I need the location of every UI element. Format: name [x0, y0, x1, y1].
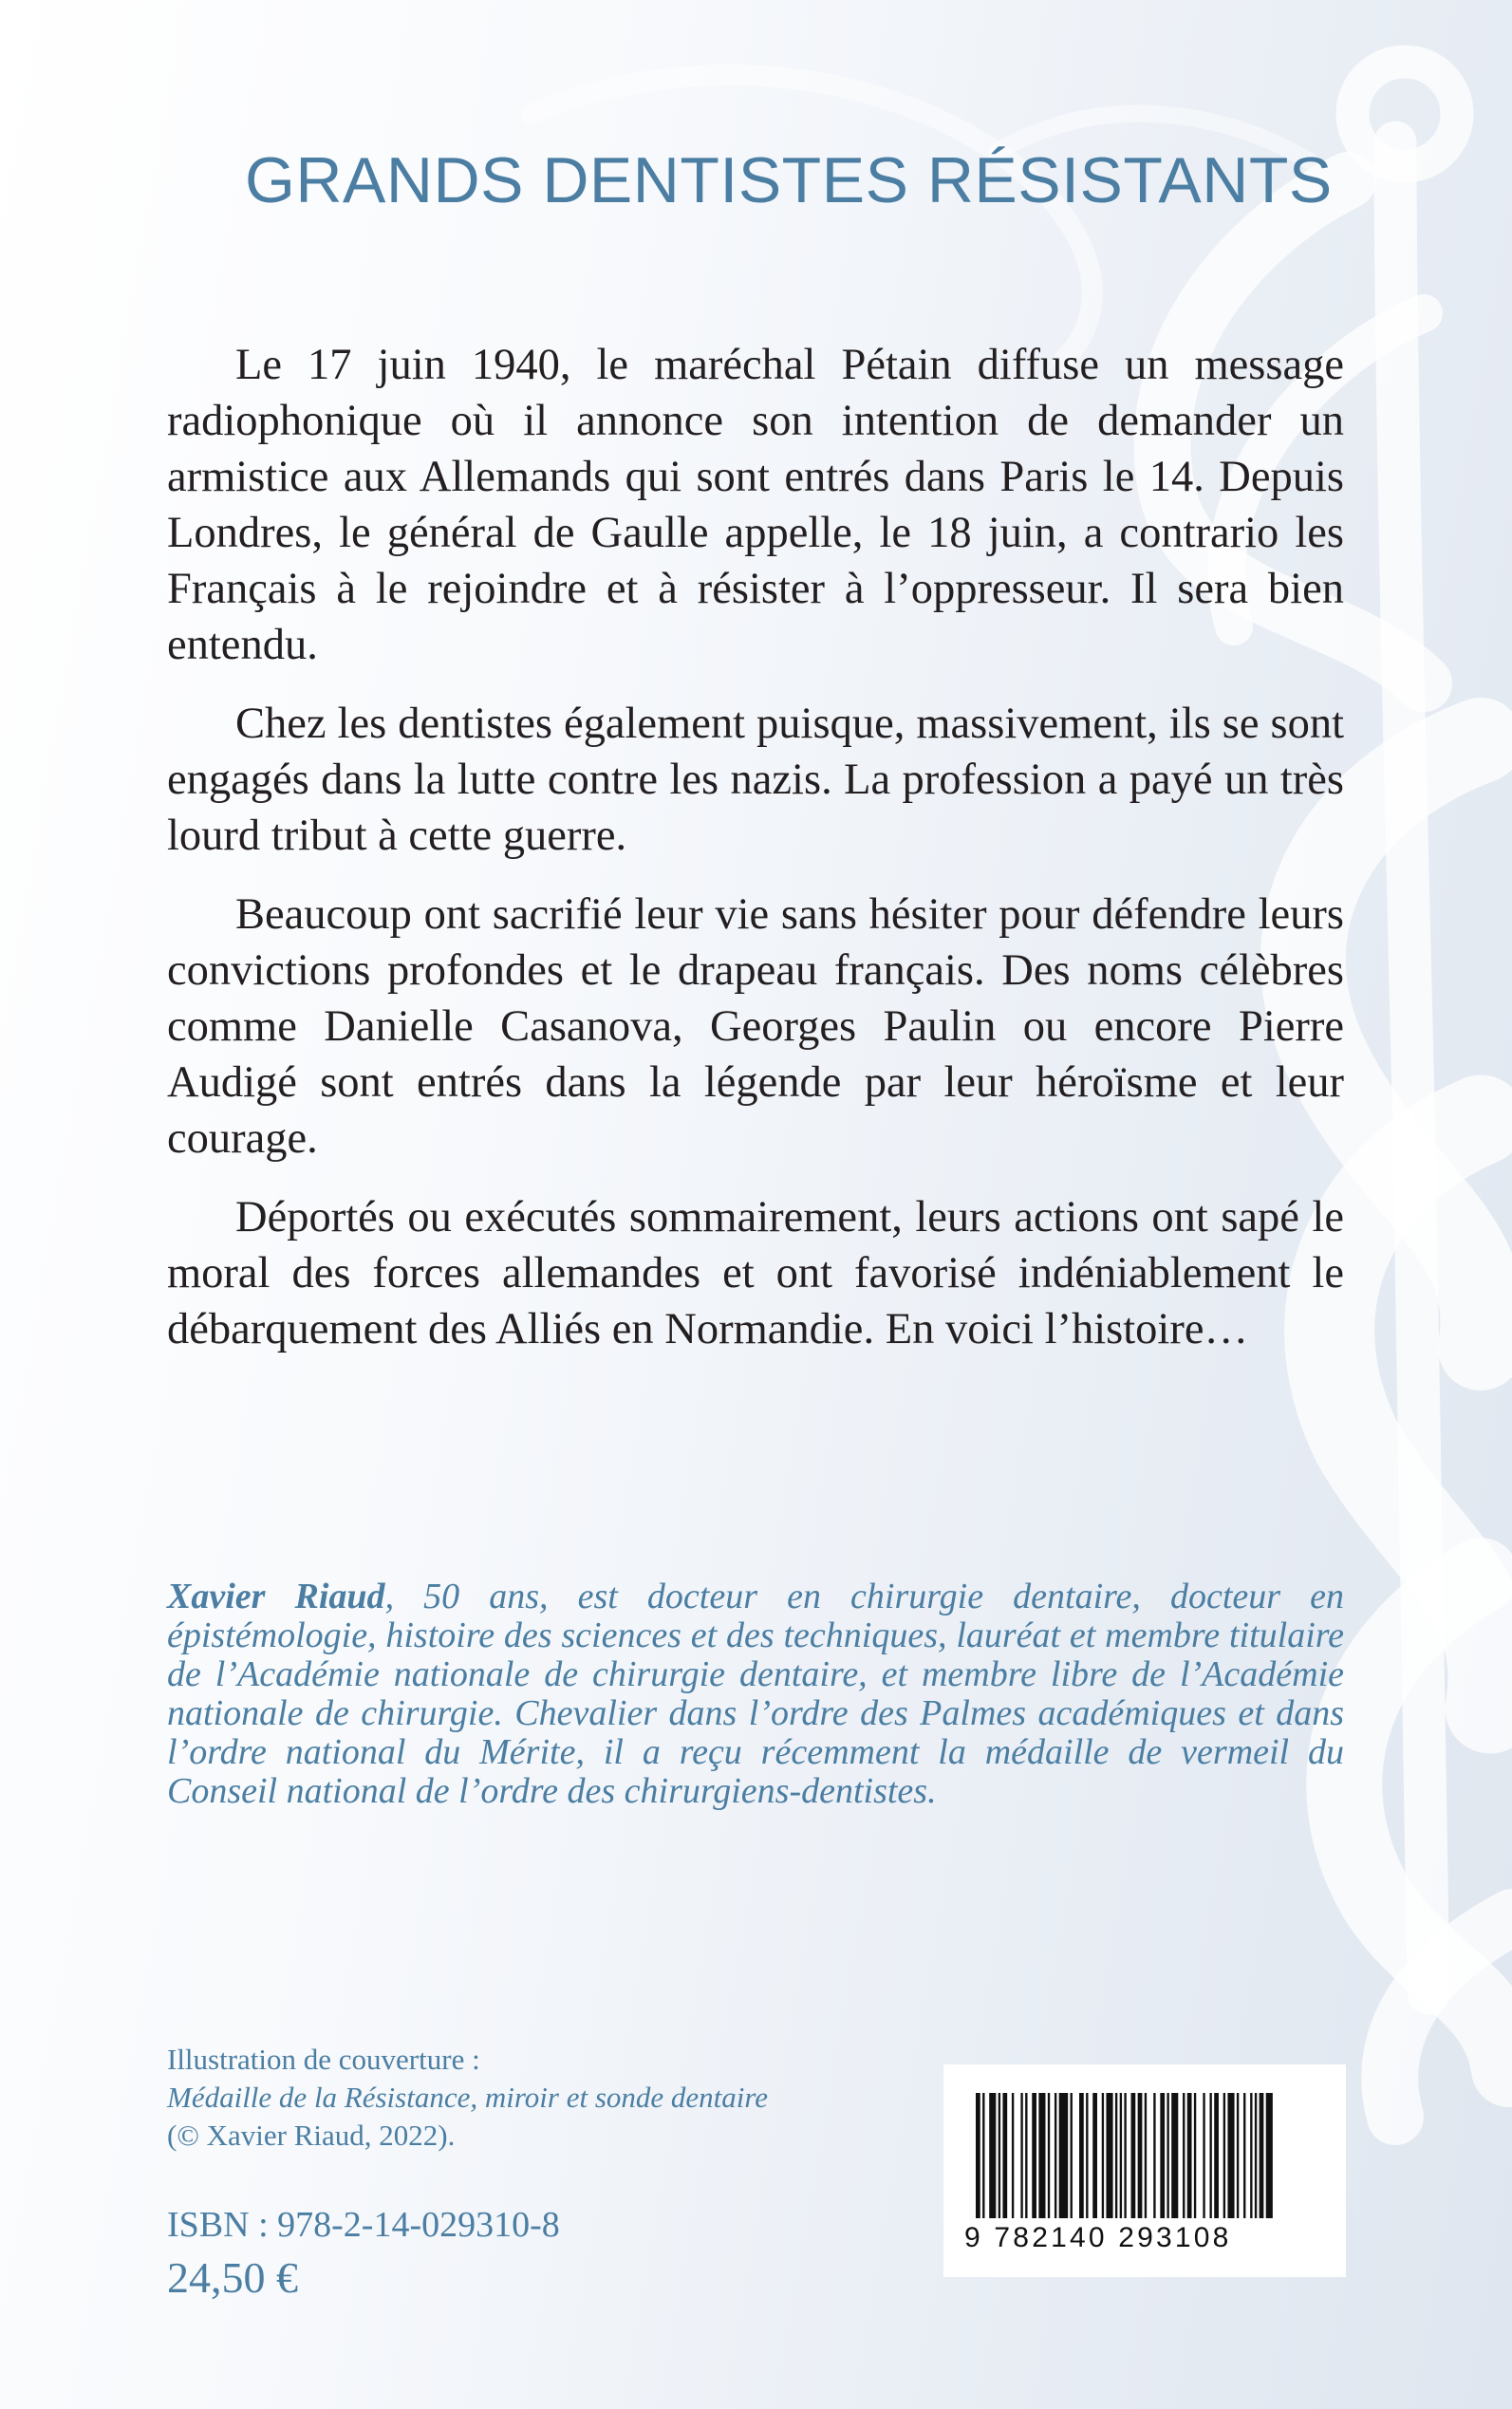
synopsis-paragraph-2: Chez les dentistes également puisque, massivement, ils se sont engagés dans la lutte contre les nazis. La profession a payé un très lourd tribut à cette guerre. — [167, 700, 1344, 860]
barcode-bar — [1102, 2093, 1104, 2218]
barcode-bar — [1092, 2093, 1097, 2218]
price: 24,50 € — [167, 2253, 298, 2302]
barcode-bar — [1187, 2093, 1192, 2218]
credits-copyright: (© Xavier Riaud, 2022). — [167, 2119, 456, 2152]
barcode-bar — [1048, 2093, 1050, 2218]
barcode-bar — [1002, 2093, 1007, 2218]
barcode-bar — [1255, 2093, 1257, 2218]
barcode-bar — [1243, 2093, 1245, 2218]
barcode-bar — [1183, 2093, 1185, 2218]
barcode-bar — [982, 2093, 984, 2218]
author-bio-text: , 50 ans, est docteur en chirurgie dentaire, docteur en épistémologie, histoire des sciences et des techniques, lauréat et membre titulaire de l’Académie nationale de chirurgie dentaire, et membre libre de l’Académie nationale de chirurgie. Chevalier dans l’ordre des Palmes académiques et dans l’ordre national du Mérite, il a reçu récemment la médaille de vermeil du Conseil national de l’ordre des chirurgiens-dentistes. — [167, 1577, 1344, 1811]
synopsis-paragraph-4: Déportés ou exécutés sommairement, leurs actions ont sapé le moral des forces allemandes et ont favorisé indéniablement le débarquement des Alliés en Normandie. En voici l’histoire… — [167, 1193, 1344, 1354]
barcode-bar — [1012, 2093, 1014, 2218]
barcode-bar — [1138, 2093, 1143, 2218]
barcode-bar — [1237, 2093, 1239, 2218]
barcode-bar — [1079, 2093, 1084, 2218]
barcode-bar — [1250, 2093, 1252, 2218]
barcode-bar — [989, 2093, 996, 2218]
author-name: Xavier Riaud — [167, 1577, 385, 1616]
barcode-bar — [1145, 2093, 1147, 2218]
barcode-bar — [1115, 2093, 1117, 2218]
barcode-bar — [1160, 2093, 1165, 2218]
isbn: ISBN : 978-2-14-029310-8 — [167, 2205, 560, 2245]
barcode-bar — [1227, 2093, 1234, 2218]
barcode-bar — [1086, 2093, 1088, 2218]
synopsis-paragraph-1: Le 17 juin 1940, le maréchal Pétain diffuse un message radiophonique où il annonce son intention de demander un armistice aux Allemands qui sont entrés dans Paris le 14. Depuis Londres, le général de Gaulle appelle, le 18 juin, a contrario les Français à le rejoindre et à résister à l’oppresseur. Il sera bien entendu. — [167, 341, 1344, 669]
book-title: GRANDS DENTISTES RÉSISTANTS — [245, 144, 1333, 216]
barcode-bar — [1266, 2093, 1273, 2218]
barcode-bar — [1194, 2093, 1196, 2218]
barcode-bar — [1020, 2093, 1022, 2218]
credits-work: Médaille de la Résistance, miroir et sonde dentaire — [167, 2081, 769, 2114]
barcode-digits: 9 782140 293108 — [964, 2222, 1232, 2253]
barcode-bar — [1260, 2093, 1264, 2218]
credits-label: Illustration de couverture : — [167, 2043, 480, 2076]
barcode-bar — [1223, 2093, 1225, 2218]
barcode-bar — [1171, 2093, 1178, 2218]
barcode-bar — [1059, 2093, 1068, 2218]
barcode-bar — [1032, 2093, 1036, 2218]
barcode-bar — [1120, 2093, 1122, 2218]
barcode-bar — [1203, 2093, 1204, 2218]
barcode-bar — [1131, 2093, 1136, 2218]
barcode-bar — [1106, 2093, 1112, 2218]
cover-credits — [167, 2041, 888, 2155]
barcode-bar — [1025, 2093, 1027, 2218]
barcode-bar — [1153, 2093, 1155, 2218]
author-bio — [167, 1578, 1344, 1811]
barcode-bar — [1071, 2093, 1073, 2218]
barcode-bar — [1214, 2093, 1219, 2218]
barcode-bar — [1055, 2093, 1056, 2218]
barcode-bar — [1124, 2093, 1126, 2218]
synopsis — [167, 337, 1344, 1380]
barcode — [943, 2064, 1346, 2277]
barcode-bar — [976, 2093, 980, 2218]
barcode-bar — [1038, 2093, 1045, 2218]
synopsis-paragraph-3: Beaucoup ont sacrifié leur vie sans hésiter pour défendre leurs convictions profondes et le drapeau français. Des noms célèbres comme Danielle Casanova, Georges Paulin ou encore Pierre Audigé sont entrés dans la légende par leur héroïsme et leur courage. — [167, 890, 1344, 1163]
barcode-bar — [999, 2093, 1000, 2218]
barcode-bar — [1167, 2093, 1168, 2218]
barcode-bar — [1209, 2093, 1211, 2218]
